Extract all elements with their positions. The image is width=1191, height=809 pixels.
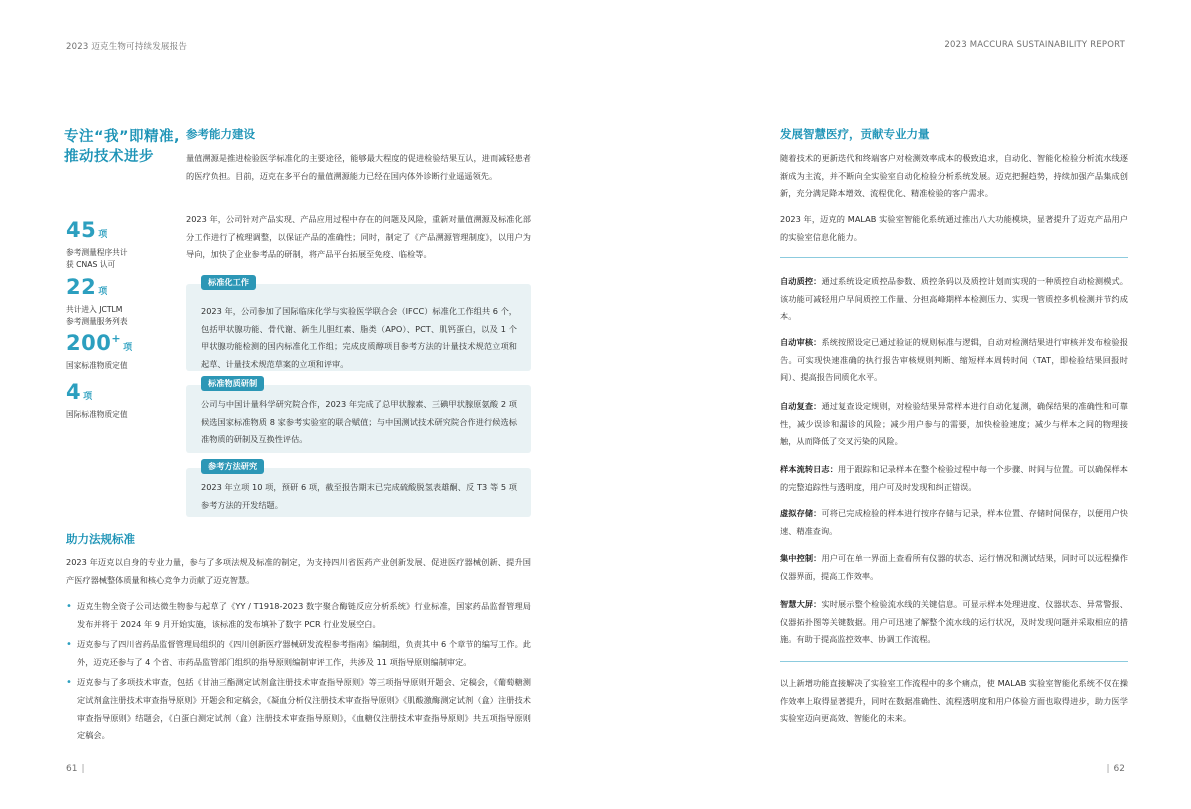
stat-item	[66, 381, 178, 421]
right-page-number: | 62	[1106, 764, 1125, 774]
smart-medicine-title: 发展智慧医疗，贡献专业力量	[780, 127, 930, 141]
smart-medicine-para-2: 2023 年，迈克的 MALAB 实验室智能化系统通过推出八大功能模块，显著提升了迈克产品用户的实验室信息化能力。	[780, 214, 1128, 242]
stat-item	[66, 332, 178, 372]
stat-unit: 项	[98, 230, 108, 240]
reference-capability-title: 参考能力建设	[186, 127, 255, 141]
right-page-header: 2023 MACCURA SUSTAINABILITY REPORT	[944, 40, 1125, 50]
standardization-box	[186, 284, 531, 371]
reference-material-box	[186, 385, 531, 453]
feature-auto-qc: 自动质控：通过系统设定质控品参数、质控条码以及质控计划而实现的一种质控自动检测模式。该功能可减轻用户早间质控工作量、分担高峰期样本检测压力、实现一管质控多机检测并节约成本。	[780, 276, 1128, 322]
feature-smart-screen: 智慧大屏：实时展示整个检验流水线的关键信息。可显示样本处理进度、仪器状态、异常警报、仪器拓扑图等关键数据。用户可迅速了解整个流水线的运行状况，及时发现问题并采取相应的措施。有助于提高监控效率、协调工作流程。	[780, 599, 1128, 645]
stat-item	[66, 276, 178, 328]
slogan-line-1: 专注“我”即精准,	[64, 129, 181, 145]
stat-unit: 项	[98, 287, 108, 297]
stat-value: 22	[66, 275, 97, 299]
stat-value: 200	[66, 331, 112, 355]
reference-method-box	[186, 468, 531, 517]
feature-central-control: 集中控制：用户可在单一界面上查看所有仪器的状态、运行情况和测试结果，同时可以远程操作仪器界面，提高工作效率。	[780, 553, 1128, 581]
stat-description: 国际标准物质定值	[66, 410, 128, 419]
feature-virtual-storage: 虚拟存储：可将已完成检验的样本进行按序存储与记录，样本位置、存储时间保存，以便用户快速、精准查询。	[780, 508, 1128, 536]
stat-value: 4	[66, 380, 82, 404]
reference-work-boxes	[186, 275, 531, 518]
list-item: • 迈克参与了多项技术审查，包括《甘油三酯测定试剂盒注册技术审查指导原则》等三项指导原则开题会、定稿会，《葡萄糖测定试剂盒注册技术审查指导原则》开题会和定稿会，《凝血分析仪注册技术审查指导原则》《肌酸激酶测定试剂（盒）注册技术审查指导原则》结题会，《白蛋白测定试剂（盒）注册技术审查指导原则》，《血糖仪注册技术审查指导原则》共五项指导原则定稿会。	[66, 674, 531, 744]
standardization-text: 2023 年，公司参加了国际临床化学与实验医学联合会（IFCC）标准化工作组共 6 个，包括甲状腺功能、骨代谢、新生儿胆红素、脂类（APO）、PCT、肌钙蛋白，以及 1 个甲状腺功能检测的国内标准化工作组；完成皮质醇项目参考方法的计量技术规范立项和起草、计量技术规范草案的立项和评审。	[201, 306, 517, 369]
feature-auto-retest: 自动复查：通过复查设定规则，对检验结果异常样本进行自动化复测，确保结果的准确性和可靠性，减少误诊和漏诊的风险；减少用户参与的需要，加快检验速度；减少与样本之间的物理接触，从而降低了交叉污染的风险。	[780, 401, 1128, 447]
slogan-line-2: 推动技术进步	[64, 149, 154, 165]
section-divider	[780, 257, 1128, 258]
stat-unit: 项	[123, 343, 133, 353]
left-page-header: 2023 迈克生物可持续发展报告	[66, 42, 188, 52]
regulation-section-title: 助力法规标准	[66, 532, 135, 546]
chapter-slogan	[64, 127, 184, 167]
stat-description: 共计进入 JCTLM 参考测量服务列表	[66, 305, 128, 326]
smart-medicine-para-1: 随着技术的更新迭代和终端客户对检测效率成本的极致追求，自动化、智能化检验分析流水线逐渐成为主流，并不断向全实验室自动化检验分析系统发展。迈克把握趋势，持续加强产品集成创新，充分满足降本增效、流程优化、精准检验的客户需求。	[780, 153, 1128, 199]
list-item: • 迈克参与了四川省药品监督管理局组织的《四川创新医疗器械研发流程参考指南》编制组，负责其中 6 个章节的编写工作。此外，迈克还参与了 4 个省、市药品监管部门组织的指导原则编制审评工作，共涉及 11 项指导原则编制审定。	[66, 636, 531, 671]
regulation-intro: 2023 年迈克以自身的专业力量，参与了多项法规及标准的制定，为支持四川省医药产业创新发展、促进医疗器械创新、提升国产医疗器械整体质量和核心竞争力贡献了迈克智慧。	[66, 557, 531, 585]
stat-plus: +	[111, 332, 122, 345]
stat-description: 参考测量程序共计 获 CNAS 认可	[66, 248, 128, 269]
left-page-number: 61 |	[66, 764, 85, 774]
stat-value: 45	[66, 218, 97, 242]
reference-para-1: 量值溯源是推进检验医学标准化的主要途径，能够最大程度的促进检验结果互认，进而减轻患者的医疗负担。目前，迈克在多平台的量值溯源能力已经在国内体外诊断行业遥遥领先。	[186, 153, 531, 181]
stat-item	[66, 219, 178, 271]
feature-auto-review: 自动审核：系统按照设定已通过验证的规则标准与逻辑，自动对检测结果进行审核并发布检验报告。可实现快速准确的执行报告审核规则判断、缩短样本周转时间（TAT，即检验结果回报时间）、提高报告同质化水平。	[780, 337, 1128, 383]
reference-para-2: 2023 年，公司针对产品实现、产品应用过程中存在的问题及风险，重新对量值溯源及标准化部分工作进行了梳理调整，以保证产品的准确性；同时，制定了《产品溯源管理制度》，以用户为导向，加快了企业参考品的研制，将产品平台拓展至免疫、临检等。	[186, 214, 531, 260]
feature-sample-log: 样本流转日志：用于跟踪和记录样本在整个检验过程中每一个步骤、时间与位置。可以确保样本的完整追踪性与透明度，用户可及时发现和纠正错误。	[780, 464, 1128, 492]
stat-description: 国家标准物质定值	[66, 361, 128, 370]
list-item: • 迈克生物全资子公司达微生物参与起草了《YY / T1918-2023 数字聚合酶链反应分析系统》行业标准，国家药品监督管理局发布并将于 2024 年 9 月开始实施，该标准的发布填补了数字 PCR 行业发展空白。	[66, 598, 531, 633]
standardization-tag: 标准化工作	[201, 275, 256, 290]
section-divider	[780, 661, 1128, 662]
reference-method-tag: 参考方法研究	[201, 459, 264, 474]
conclusion-paragraph: 以上新增功能直接解决了实验室工作流程中的多个痛点，使 MALAB 实验室智能化系统不仅在操作效率上取得显著提升，同时在数据准确性、流程透明度和用户体验方面也取得进步，助力医学实验室迈向更高效、智能化的未来。	[780, 678, 1128, 724]
reference-method-text: 2023 年立项 10 项，预研 6 项，截至报告期末已完成硫酸脱氢表雄酮、反 T3 等 5 项参考方法的开发结题。	[201, 482, 517, 510]
reference-material-text: 公司与中国计量科学研究院合作，2023 年完成了总甲状腺素、三碘甲状腺原氨酸 2 项候选国家标准物质 8 家参考实验室的联合赋值；与中国测试技术研究院合作进行候选标准物质的研制及互换性评估。	[201, 399, 517, 445]
stat-unit: 项	[83, 392, 93, 402]
regulation-bullet-list	[66, 598, 531, 748]
reference-material-tag: 标准物质研制	[201, 376, 264, 391]
